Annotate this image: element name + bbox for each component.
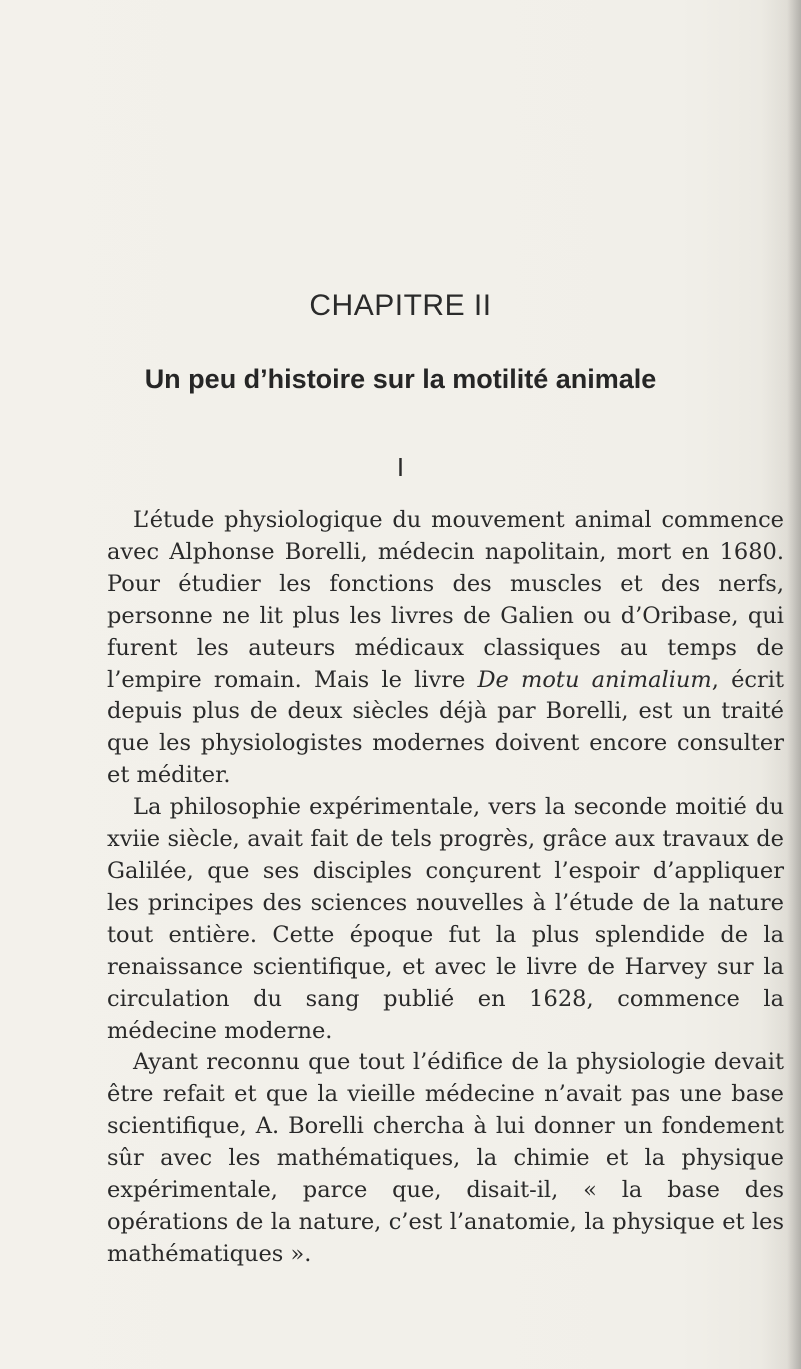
body-text: [107, 505, 784, 1271]
chapter-title: Un peu d’histoire sur la motilité animale: [144, 364, 657, 394]
chapter-heading: CHAPITRE II: [309, 289, 492, 322]
book-title: De motu animalium: [477, 666, 712, 693]
paragraph-1-text-a: L’étude physiologique du mouvement animal commence avec Alphonse Borelli, médecin napolitain, mort en 1680. Pour étudier les fonctions des muscles et des nerfs, personne ne lit plus les livres de Galien ou d’Oribase, qui furent les auteurs médicaux classiques au temps de l’empire romain. Mais le livre: [107, 507, 784, 693]
paragraph-3: Ayant reconnu que tout l’édifice de la physiologie devait être refait et que la vieille médecine n’avait pas une base scientifique, A. Borelli chercha à lui donner un fondement sûr avec les mathématiques, la chimie et la physique expérimentale, parce que, disait-il, « la base des opérations de la nature, c’est l’anatomie, la physique et les mathématiques ».: [107, 1049, 784, 1267]
section-number: I: [396, 452, 405, 482]
page-edge-shadow: [787, 0, 801, 1369]
paragraph-1: [107, 505, 784, 792]
paragraph-1-text-b: , écrit depuis plus de deux siècles déjà par Borelli, est un traité que les physiologistes modernes doivent encore consulter et méditer.: [107, 666, 784, 789]
paragraph-2: La philosophie expérimentale, vers la seconde moitié du xviie siècle, avait fait de tels progrès, grâce aux travaux de Galilée, que ses disciples conçurent l’espoir d’appliquer les principes des sciences nouvelles à l’étude de la nature tout entière. Cette époque fut la plus splendide de la renaissance scientifique, et avec le livre de Harvey sur la circulation du sang publié en 1628, commence la médecine moderne.: [107, 794, 784, 1044]
